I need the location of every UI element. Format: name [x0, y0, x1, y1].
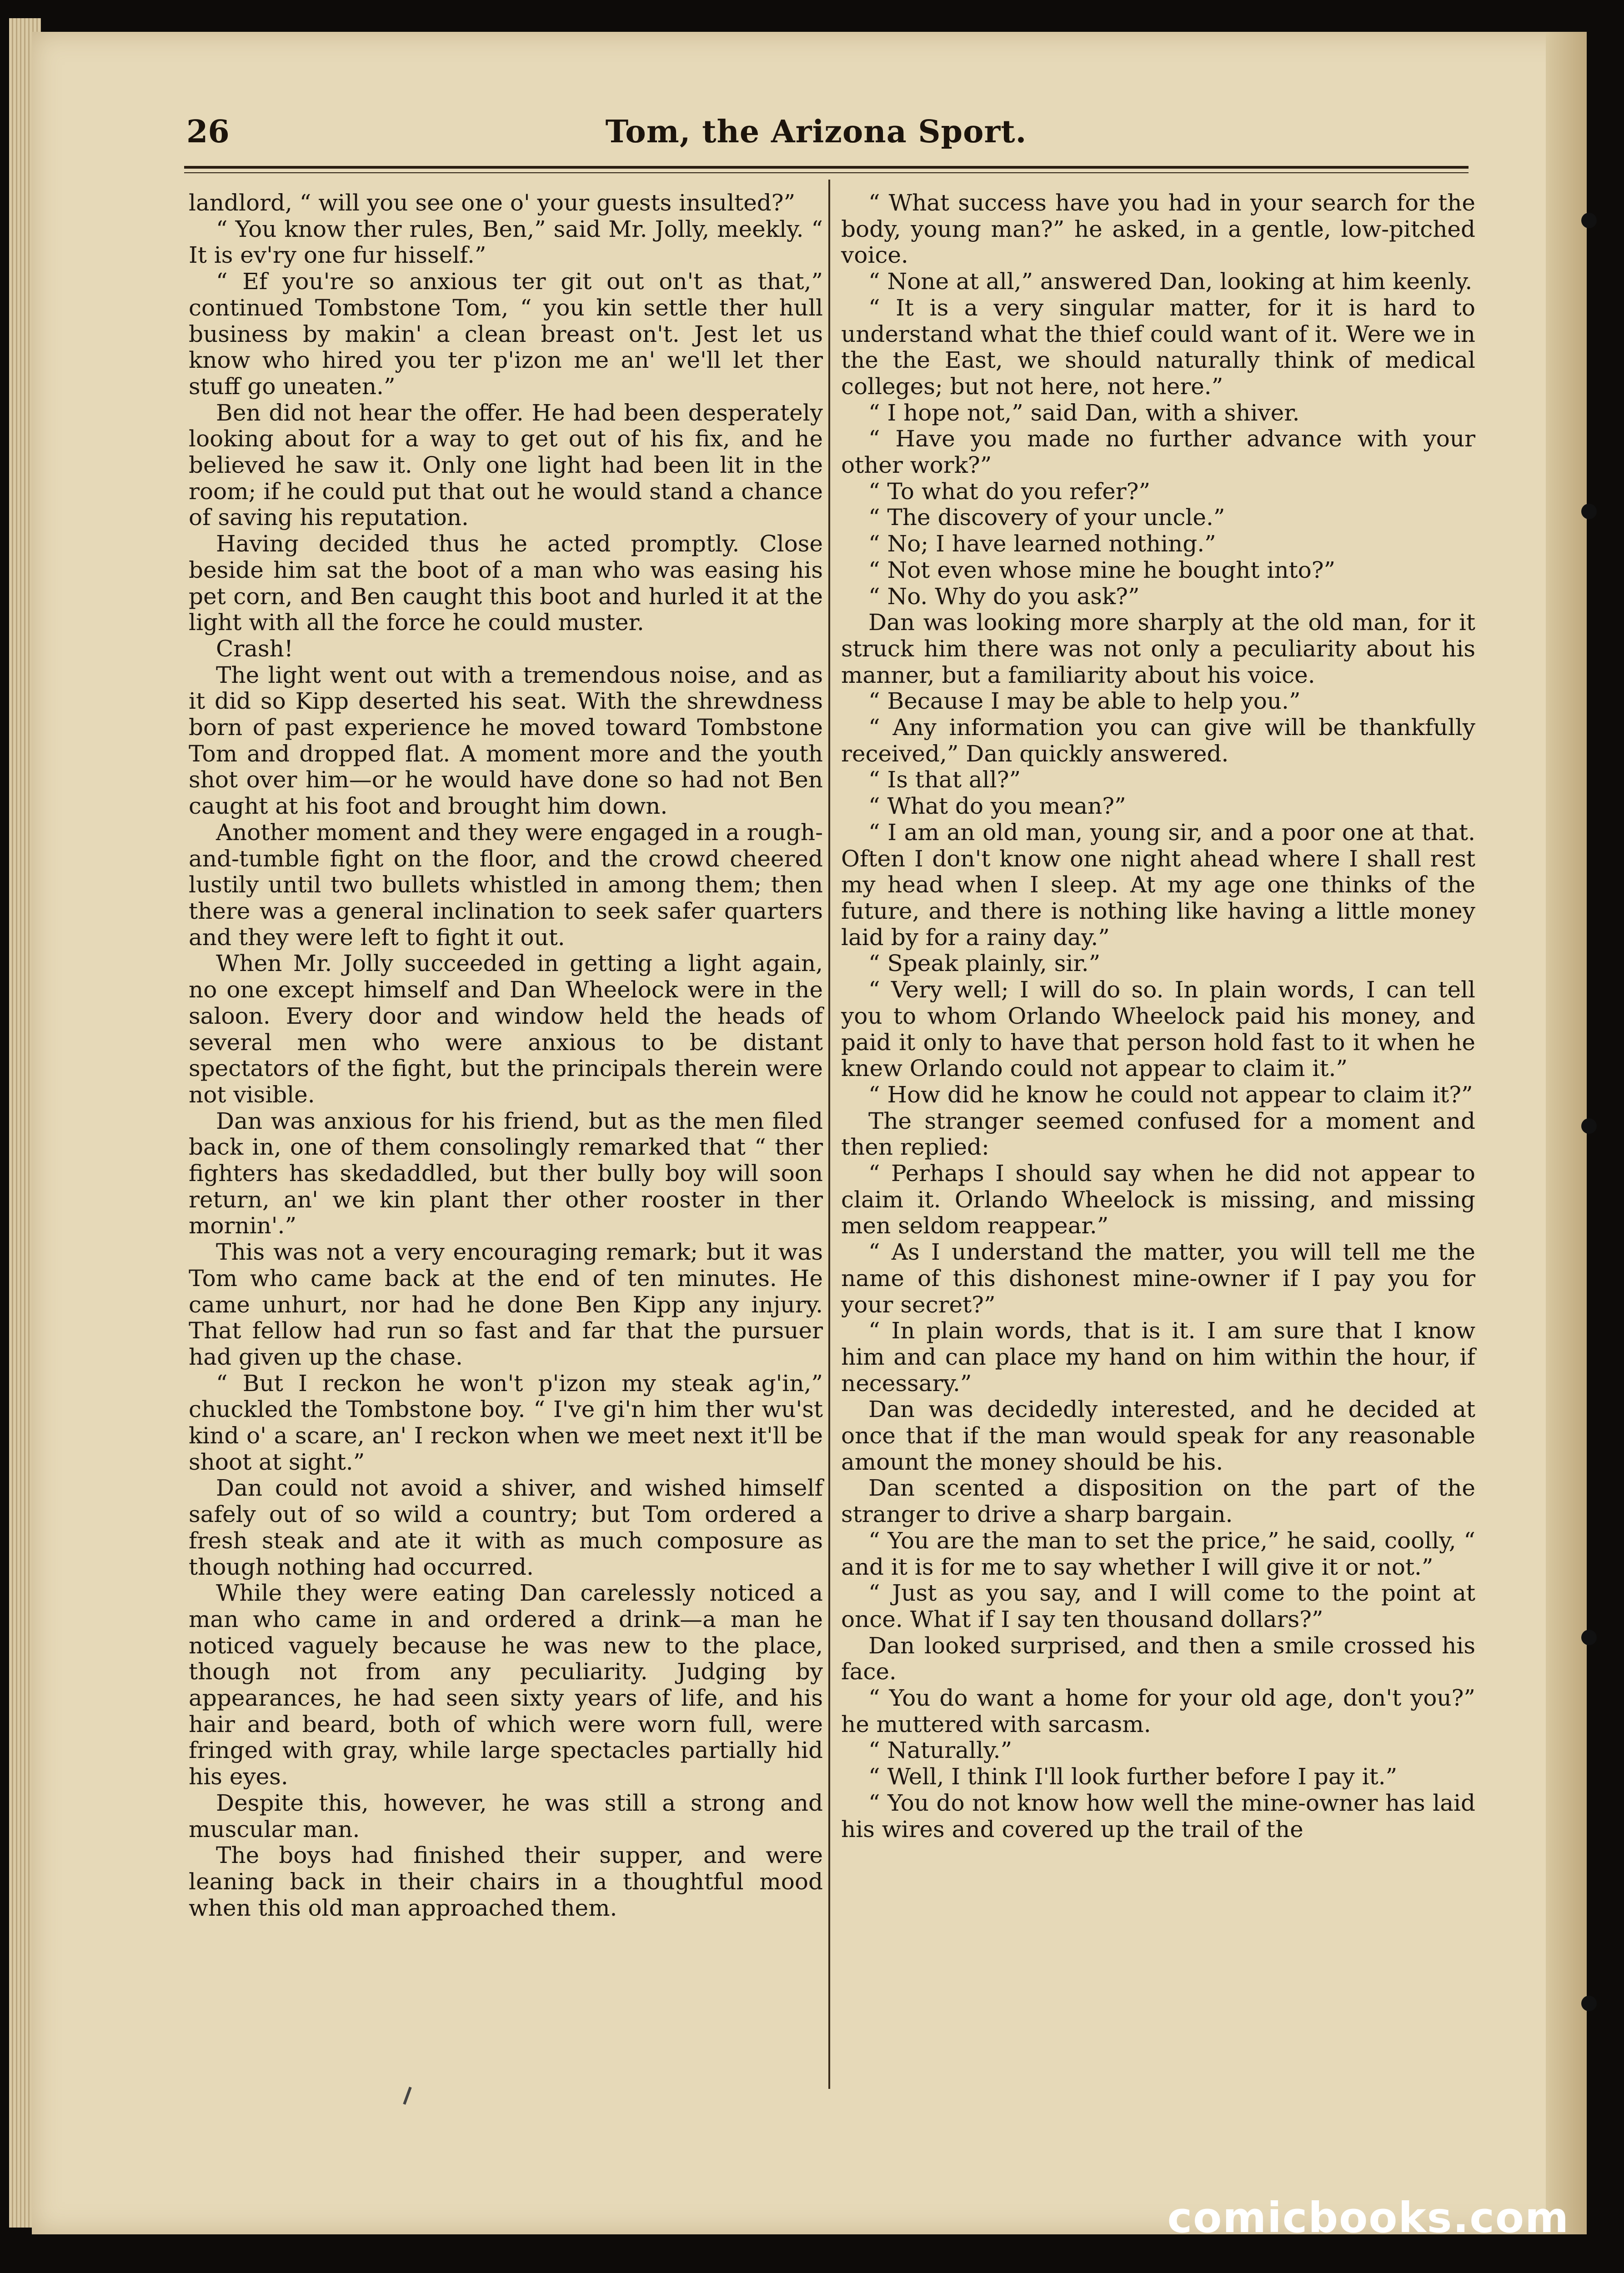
binding-tack-icon: [1581, 1630, 1597, 1645]
paragraph: “ You do want a home for your old age, don't you?” he muttered with sarcasm.: [841, 1685, 1475, 1737]
paragraph: Dan was looking more sharply at the old man, for it struck him there was not only a peculiarity about his manner, but a familiarity about his voice.: [841, 609, 1475, 688]
paragraph: Dan was anxious for his friend, but as the men filed back in, one of them consolingly remarked that “ ther fighters has skedaddled, but ther bully boy will soon return, an' we kin plant ther other rooster in ther mornin'.”: [189, 1107, 823, 1239]
paragraph: The light went out with a tremendous noise, and as it did so Kipp deserted his seat. With the shrewdness born of past experience he moved toward Tombstone Tom and dropped flat. A moment more and the youth shot over him—or he would have done so had not Ben caught at his foot and brought him down.: [189, 661, 823, 820]
paragraph: Ben did not hear the offer. He had been desperately looking about for a way to get out of his fix, and he believed he saw it. Only one light had been lit in the room; if he could put that out he would stand a chance of saving his reputation.: [189, 399, 823, 531]
paragraph: Dan looked surprised, and then a smile crossed his face.: [841, 1632, 1475, 1685]
paragraph: “ Ef you're so anxious ter git out on't as that,” continued Tombstone Tom, “ you kin settle ther hull business by makin' a clean breast on't. Jest let us know who hired you ter p'izon me an' we'll let ther stuff go uneaten.”: [189, 268, 823, 400]
header-rule: [184, 166, 1469, 169]
paragraph: “ How did he know he could not appear to claim it?”: [868, 1081, 1473, 1108]
binding-tack-icon: [1581, 1996, 1597, 2011]
running-title: Tom, the Arizona Sport.: [605, 114, 1027, 150]
watermark: comicbooks.com: [1167, 2193, 1569, 2242]
paragraph: “ I am an old man, young sir, and a poor one at that. Often I don't know one night ahead where I shall rest my head when I sleep. At my age one thinks of the future, and there is nothing like having a little money laid by for a rainy day.”: [841, 819, 1475, 951]
paragraph: “ But I reckon he won't p'izon my steak ag'in,” chuckled the Tombstone boy. “ I've gi'n him ther wu'st kind o' a scare, an' I reckon when we meet next it'll be shoot at sight.”: [189, 1370, 823, 1475]
binding-tack-icon: [1581, 213, 1597, 228]
paragraph: “ No; I have learned nothing.”: [868, 531, 1216, 557]
paragraph: When Mr. Jolly succeeded in getting a light again, no one except himself and Dan Wheelock were in the saloon. Every door and window held the heads of several men who were anxious to be distant spectators of the fight, but the principals therein were not visible.: [189, 950, 823, 1108]
paragraph: “ You know ther rules, Ben,” said Mr. Jolly, meekly. “ It is ev'ry one fur hisself.”: [189, 215, 823, 269]
paragraph: Dan scented a disposition on the part of the stranger to drive a sharp bargain.: [841, 1475, 1475, 1528]
paragraph: “ You are the man to set the price,” he said, coolly, “ and it is for me to say whether I will give it or not.”: [841, 1527, 1475, 1580]
page-number: 26: [186, 114, 230, 150]
paragraph: “ Because I may be able to help you.”: [868, 688, 1301, 715]
paragraph: “ Not even whose mine he bought into?”: [868, 556, 1336, 583]
paragraph: “ Speak plainly, sir.”: [868, 950, 1101, 977]
paragraph: “ What success have you had in your search for the body, young man?” he asked, in a gentle, low-pitched voice.: [841, 190, 1475, 269]
paragraph: “ It is a very singular matter, for it is hard to understand what the thief could want of it. Were we in the the East, we should naturally think of medical colleges; but not here, not here.”: [841, 294, 1475, 400]
paragraph: “ In plain words, that is it. I am sure that I know him and can place my hand on him within the hour, if necessary.”: [841, 1317, 1475, 1397]
paragraph: “ The discovery of your uncle.”: [868, 504, 1225, 531]
paragraph: “ I hope not,” said Dan, with a shiver.: [868, 399, 1300, 426]
paragraph: “ Well, I think I'll look further before I pay it.”: [868, 1763, 1398, 1790]
paragraph: “ What do you mean?”: [868, 793, 1126, 820]
header-rule-thin: [184, 172, 1469, 173]
paragraph: Dan could not avoid a shiver, and wished himself safely out of so wild a country; but Tom ordered a fresh steak and ate it with as much composure as though nothing had occurred.: [189, 1475, 823, 1580]
paragraph: Crash!: [216, 635, 293, 662]
paragraph: “ Very well; I will do so. In plain words, I can tell you to whom Orlando Wheelock paid his money, and paid it only to have that person hold fast to it when he knew Orlando could not appear to claim it.”: [841, 976, 1475, 1082]
paragraph: “ As I understand the matter, you will tell me the name of this dishonest mine-owner if I pay you for your secret?”: [841, 1239, 1475, 1318]
paragraph: The stranger seemed confused for a moment and then replied:: [841, 1107, 1475, 1161]
paragraph: The boys had finished their supper, and were leaning back in their chairs in a thoughtful mood when this old man approached them.: [189, 1842, 823, 1921]
paragraph: “ Perhaps I should say when he did not appear to claim it. Orlando Wheelock is missing, and missing men seldom reappear.”: [841, 1160, 1475, 1239]
paragraph: “ To what do you refer?”: [868, 478, 1151, 505]
paragraph: “ No. Why do you ask?”: [868, 583, 1140, 610]
binding-tack-icon: [1581, 1118, 1597, 1134]
paragraph: “ Is that all?”: [868, 766, 1021, 793]
paragraph: “ Any information you can give will be thankfully received,” Dan quickly answered.: [841, 714, 1475, 767]
paragraph: “ None at all,” answered Dan, looking at him keenly.: [868, 268, 1473, 295]
left-column: [189, 190, 823, 1921]
paragraph: Despite this, however, he was still a strong and muscular man.: [189, 1789, 823, 1842]
page-header: [159, 114, 1473, 164]
paragraph: Having decided thus he acted promptly. Close beside him sat the boot of a man who was easing his pet corn, and Ben caught this boot and hurled it at the light with all the force he could muster.: [189, 531, 823, 636]
paragraph: Dan was decidedly interested, and he decided at once that if the man would speak for any reasonable amount the money should be his.: [841, 1396, 1475, 1475]
paragraph: landlord, “ will you see one o' your guests insulted?”: [189, 190, 796, 216]
right-column: [841, 190, 1475, 1842]
paragraph: “ Have you made no further advance with your other work?”: [841, 426, 1475, 479]
paragraph: While they were eating Dan carelessly noticed a man who came in and ordered a drink—a man he noticed vaguely because he was new to the place, though not from any peculiarity. Judging by appearances, he had seen sixty years of life, and his hair and beard, both of which were worn full, were fringed with gray, while large spectacles partially hid his eyes.: [189, 1580, 823, 1790]
paragraph: This was not a very encouraging remark; but it was Tom who came back at the end of ten minutes. He came unhurt, nor had he done Ben Kipp any injury. That fellow had run so fast and far that the pursuer had given up the chase.: [189, 1239, 823, 1370]
column-divider: [828, 180, 830, 2089]
paragraph: “ You do not know how well the mine-owner has laid his wires and covered up the trail of the: [841, 1789, 1475, 1842]
paragraph: “ Just as you say, and I will come to the point at once. What if I say ten thousand dollars?”: [841, 1580, 1475, 1632]
paragraph: “ Naturally.”: [868, 1737, 1012, 1764]
binding-tack-icon: [1581, 504, 1597, 519]
page-right-edge: [1546, 32, 1587, 2234]
paragraph: Another moment and they were engaged in a rough-and-tumble fight on the floor, and the crowd cheered lustily until two bullets whistled in among them; then there was a general inclination to seek safer quarters and they were left to fight it out.: [189, 819, 823, 951]
